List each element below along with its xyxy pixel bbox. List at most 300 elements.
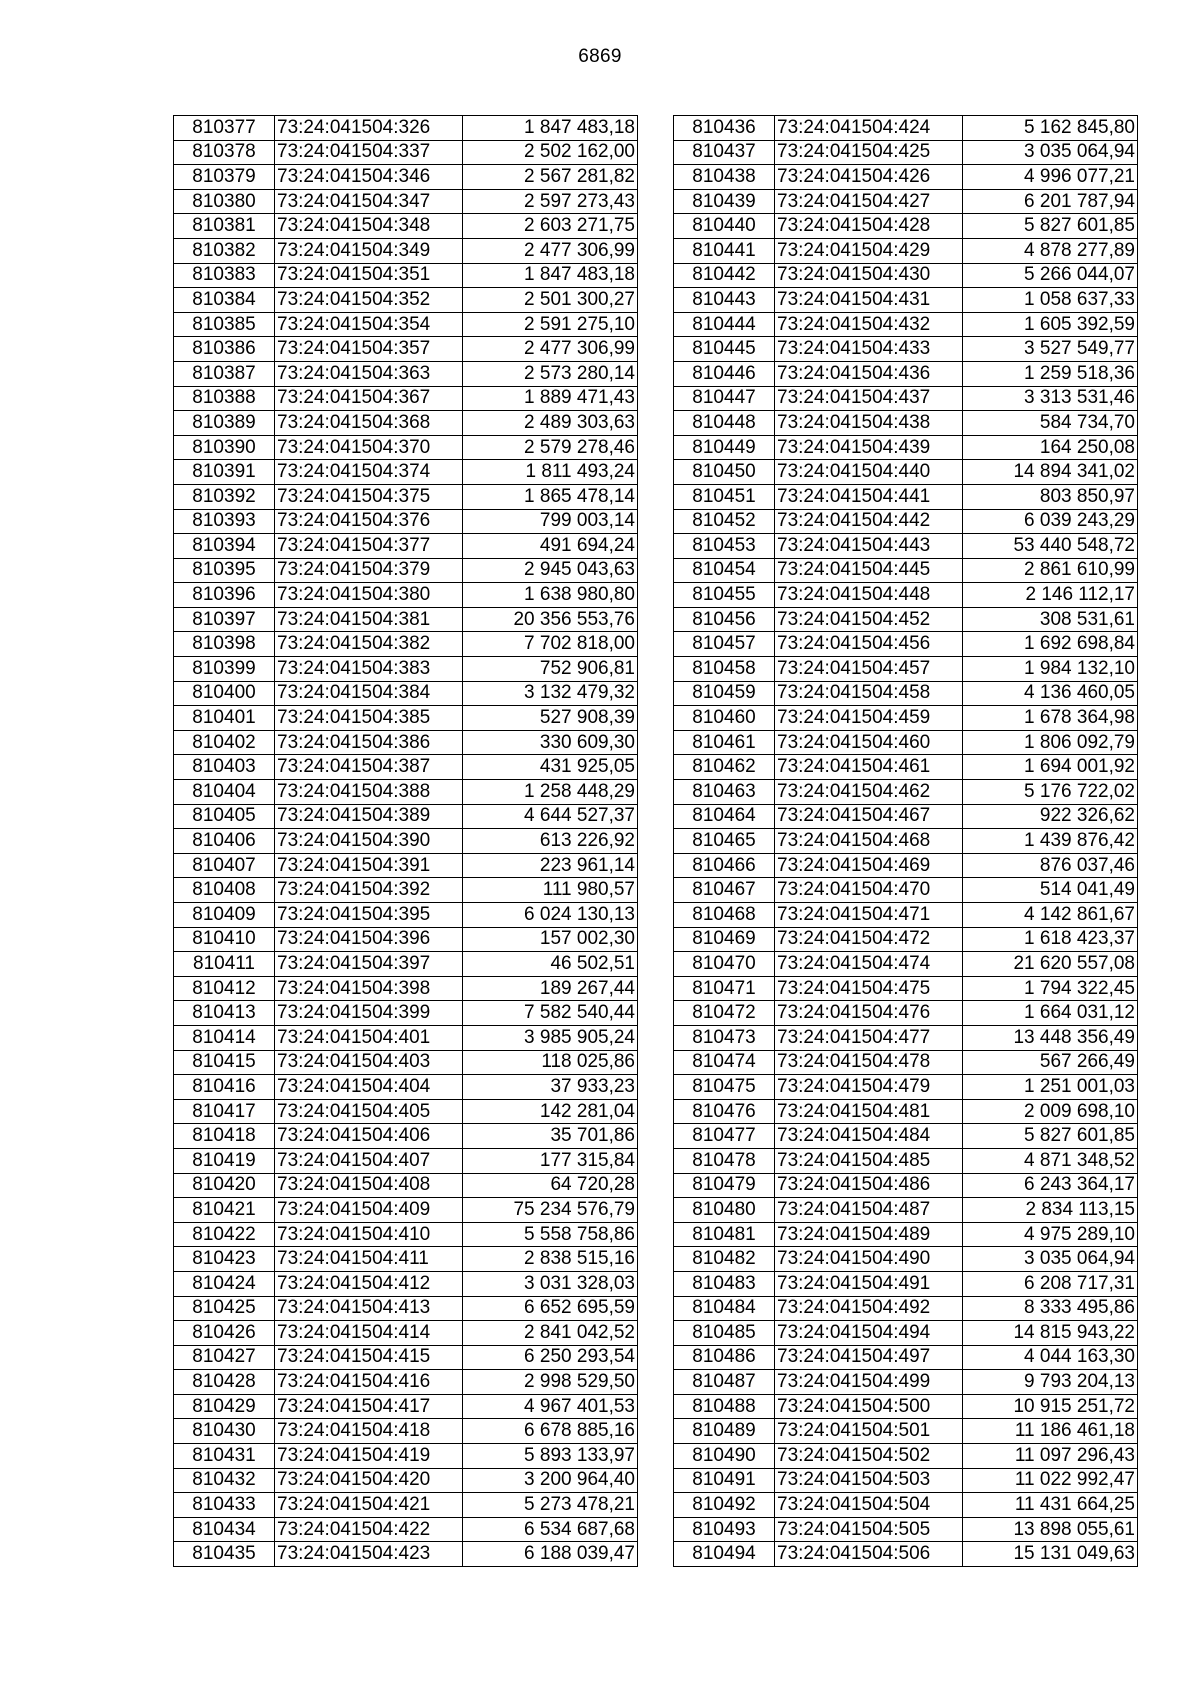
cadastral-number-cell: 73:24:041504:392 [275,878,463,903]
cadastral-number-cell: 73:24:041504:399 [275,1001,463,1026]
cadastral-number-cell: 73:24:041504:462 [775,780,963,805]
table-row [174,829,638,854]
record-number-cell: 810414 [174,1025,275,1050]
table-row [674,804,1138,829]
table-row [674,1148,1138,1173]
record-number-cell: 810482 [674,1247,775,1272]
cadastral-value-cell: 53 440 548,72 [963,534,1138,559]
record-number-cell: 810383 [174,263,275,288]
cadastral-number-cell: 73:24:041504:403 [275,1050,463,1075]
cadastral-number-cell: 73:24:041504:410 [275,1222,463,1247]
table-row [174,1025,638,1050]
cadastral-value-cell: 177 315,84 [463,1148,638,1173]
cadastral-number-cell: 73:24:041504:407 [275,1148,463,1173]
table-row [674,829,1138,854]
record-number-cell: 810458 [674,657,775,682]
cadastral-number-cell: 73:24:041504:354 [275,312,463,337]
cadastral-value-cell: 6 250 293,54 [463,1345,638,1370]
record-number-cell: 810406 [174,829,275,854]
record-number-cell: 810476 [674,1099,775,1124]
table-row [174,1394,638,1419]
cadastral-value-cell: 4 975 289,10 [963,1222,1138,1247]
cadastral-value-cell: 1 678 364,98 [963,706,1138,731]
record-number-cell: 810456 [674,607,775,632]
table-row [674,681,1138,706]
cadastral-number-cell: 73:24:041504:429 [775,238,963,263]
table-row [174,1124,638,1149]
cadastral-number-cell: 73:24:041504:390 [275,829,463,854]
cadastral-value-cell: 3 313 531,46 [963,386,1138,411]
table-row [674,337,1138,362]
cadastral-number-cell: 73:24:041504:504 [775,1493,963,1518]
cadastral-value-cell: 223 961,14 [463,853,638,878]
cadastral-value-cell: 2 945 043,63 [463,558,638,583]
cadastral-value-cell: 4 967 401,53 [463,1394,638,1419]
cadastral-value-cell: 6 652 695,59 [463,1296,638,1321]
cadastral-value-cell: 2 834 113,15 [963,1198,1138,1223]
record-number-cell: 810412 [174,976,275,1001]
record-number-cell: 810403 [174,755,275,780]
table-row [174,755,638,780]
table-row [674,238,1138,263]
cadastral-value-cell: 11 097 296,43 [963,1444,1138,1469]
cadastral-value-cell: 431 925,05 [463,755,638,780]
table-row [674,140,1138,165]
cadastral-value-cell: 9 793 204,13 [963,1370,1138,1395]
cadastral-number-cell: 73:24:041504:388 [275,780,463,805]
record-number-cell: 810480 [674,1198,775,1223]
table-row [174,1493,638,1518]
cadastral-number-cell: 73:24:041504:505 [775,1517,963,1542]
table-row [674,755,1138,780]
cadastral-value-cell: 1 638 980,80 [463,583,638,608]
cadastral-value-cell: 7 702 818,00 [463,632,638,657]
table-row [174,1542,638,1567]
record-number-cell: 810469 [674,927,775,952]
record-number-cell: 810479 [674,1173,775,1198]
cadastral-value-cell: 5 893 133,97 [463,1444,638,1469]
record-number-cell: 810419 [174,1148,275,1173]
record-number-cell: 810477 [674,1124,775,1149]
cadastral-number-cell: 73:24:041504:391 [275,853,463,878]
cadastral-number-cell: 73:24:041504:395 [275,903,463,928]
record-number-cell: 810424 [174,1271,275,1296]
record-number-cell: 810388 [174,386,275,411]
cadastral-value-cell: 11 186 461,18 [963,1419,1138,1444]
cadastral-value-cell: 4 142 861,67 [963,903,1138,928]
table-row [674,435,1138,460]
table-row [174,238,638,263]
table-row [674,165,1138,190]
cadastral-value-cell: 876 037,46 [963,853,1138,878]
record-number-cell: 810441 [674,238,775,263]
record-number-cell: 810411 [174,952,275,977]
cadastral-value-cell: 4 044 163,30 [963,1345,1138,1370]
record-number-cell: 810445 [674,337,775,362]
cadastral-number-cell: 73:24:041504:363 [275,361,463,386]
table-row [674,534,1138,559]
table-row [674,632,1138,657]
cadastral-value-cell: 1 664 031,12 [963,1001,1138,1026]
cadastral-number-cell: 73:24:041504:457 [775,657,963,682]
page-number: 6869 [578,46,622,67]
record-number-cell: 810450 [674,460,775,485]
table-row [174,1050,638,1075]
table-row [174,632,638,657]
table-row [674,263,1138,288]
cadastral-number-cell: 73:24:041504:501 [775,1419,963,1444]
cadastral-number-cell: 73:24:041504:419 [275,1444,463,1469]
table-row [174,288,638,313]
record-number-cell: 810454 [674,558,775,583]
cadastral-value-cell: 157 002,30 [463,927,638,952]
record-number-cell: 810428 [174,1370,275,1395]
cadastral-number-cell: 73:24:041504:409 [275,1198,463,1223]
cadastral-value-cell: 491 694,24 [463,534,638,559]
cadastral-value-cell: 35 701,86 [463,1124,638,1149]
cadastral-value-cell: 1 259 518,36 [963,361,1138,386]
cadastral-number-cell: 73:24:041504:485 [775,1148,963,1173]
cadastral-number-cell: 73:24:041504:418 [275,1419,463,1444]
cadastral-value-cell: 6 208 717,31 [963,1271,1138,1296]
cadastral-value-cell: 164 250,08 [963,435,1138,460]
cadastral-number-cell: 73:24:041504:487 [775,1198,963,1223]
record-number-cell: 810425 [174,1296,275,1321]
cadastral-value-cell: 2 591 275,10 [463,312,638,337]
table-row [174,1321,638,1346]
cadastral-value-cell: 8 333 495,86 [963,1296,1138,1321]
table-row [674,1321,1138,1346]
cadastral-number-cell: 73:24:041504:326 [275,116,463,141]
table-row [674,1419,1138,1444]
record-number-cell: 810397 [174,607,275,632]
cadastral-value-cell: 4 996 077,21 [963,165,1138,190]
cadastral-number-cell: 73:24:041504:456 [775,632,963,657]
record-number-cell: 810461 [674,730,775,755]
cadastral-number-cell: 73:24:041504:472 [775,927,963,952]
table-row [174,558,638,583]
table-row [674,1222,1138,1247]
record-number-cell: 810407 [174,853,275,878]
table-row [174,534,638,559]
record-number-cell: 810379 [174,165,275,190]
cadastral-value-cell: 4 136 460,05 [963,681,1138,706]
cadastral-number-cell: 73:24:041504:397 [275,952,463,977]
record-number-cell: 810492 [674,1493,775,1518]
cadastral-number-cell: 73:24:041504:374 [275,460,463,485]
cadastral-value-cell: 922 326,62 [963,804,1138,829]
record-number-cell: 810432 [174,1468,275,1493]
table-row [674,1025,1138,1050]
cadastral-number-cell: 73:24:041504:379 [275,558,463,583]
table-row [174,165,638,190]
table-row [174,657,638,682]
cadastral-number-cell: 73:24:041504:382 [275,632,463,657]
cadastral-number-cell: 73:24:041504:352 [275,288,463,313]
cadastral-value-cell: 13 898 055,61 [963,1517,1138,1542]
record-number-cell: 810430 [174,1419,275,1444]
record-number-cell: 810484 [674,1296,775,1321]
table-row [174,1222,638,1247]
record-number-cell: 810440 [674,214,775,239]
record-number-cell: 810392 [174,484,275,509]
cadastral-number-cell: 73:24:041504:467 [775,804,963,829]
record-number-cell: 810400 [174,681,275,706]
table-row [174,1075,638,1100]
cadastral-number-cell: 73:24:041504:481 [775,1099,963,1124]
cadastral-number-cell: 73:24:041504:384 [275,681,463,706]
cadastral-number-cell: 73:24:041504:426 [775,165,963,190]
cadastral-number-cell: 73:24:041504:383 [275,657,463,682]
record-number-cell: 810421 [174,1198,275,1223]
record-number-cell: 810391 [174,460,275,485]
table-row [174,361,638,386]
record-number-cell: 810481 [674,1222,775,1247]
cadastral-value-cell: 6 678 885,16 [463,1419,638,1444]
cadastral-value-cell: 1 794 322,45 [963,976,1138,1001]
cadastral-value-cell: 11 431 664,25 [963,1493,1138,1518]
cadastral-value-cell: 37 933,23 [463,1075,638,1100]
record-number-cell: 810431 [174,1444,275,1469]
left-data-table [173,115,638,1567]
cadastral-value-cell: 118 025,86 [463,1050,638,1075]
cadastral-number-cell: 73:24:041504:423 [275,1542,463,1567]
record-number-cell: 810487 [674,1370,775,1395]
cadastral-number-cell: 73:24:041504:494 [775,1321,963,1346]
record-number-cell: 810377 [174,116,275,141]
record-number-cell: 810490 [674,1444,775,1469]
cadastral-value-cell: 4 644 527,37 [463,804,638,829]
cadastral-value-cell: 46 502,51 [463,952,638,977]
cadastral-number-cell: 73:24:041504:420 [275,1468,463,1493]
cadastral-value-cell: 2 603 271,75 [463,214,638,239]
table-row [174,804,638,829]
record-number-cell: 810437 [674,140,775,165]
record-number-cell: 810398 [174,632,275,657]
cadastral-value-cell: 2 477 306,99 [463,238,638,263]
cadastral-value-cell: 2 502 162,00 [463,140,638,165]
cadastral-value-cell: 189 267,44 [463,976,638,1001]
record-number-cell: 810381 [174,214,275,239]
table-row [674,1173,1138,1198]
cadastral-value-cell: 2 489 303,63 [463,411,638,436]
cadastral-number-cell: 73:24:041504:412 [275,1271,463,1296]
cadastral-number-cell: 73:24:041504:386 [275,730,463,755]
record-number-cell: 810386 [174,337,275,362]
table-row [674,706,1138,731]
table-row [174,509,638,534]
cadastral-value-cell: 3 985 905,24 [463,1025,638,1050]
table-row [674,607,1138,632]
cadastral-value-cell: 6 534 687,68 [463,1517,638,1542]
cadastral-number-cell: 73:24:041504:491 [775,1271,963,1296]
cadastral-number-cell: 73:24:041504:376 [275,509,463,534]
table-row [174,1370,638,1395]
cadastral-value-cell: 1 984 132,10 [963,657,1138,682]
record-number-cell: 810451 [674,484,775,509]
cadastral-value-cell: 2 146 112,17 [963,583,1138,608]
record-number-cell: 810380 [174,189,275,214]
cadastral-number-cell: 73:24:041504:349 [275,238,463,263]
record-number-cell: 810486 [674,1345,775,1370]
cadastral-number-cell: 73:24:041504:443 [775,534,963,559]
cadastral-number-cell: 73:24:041504:475 [775,976,963,1001]
table-row [674,189,1138,214]
table-row [174,878,638,903]
cadastral-value-cell: 5 176 722,02 [963,780,1138,805]
record-number-cell: 810448 [674,411,775,436]
table-row [674,583,1138,608]
cadastral-number-cell: 73:24:041504:452 [775,607,963,632]
cadastral-value-cell: 308 531,61 [963,607,1138,632]
table-row [674,1542,1138,1567]
table-row [174,1247,638,1272]
cadastral-number-cell: 73:24:041504:368 [275,411,463,436]
cadastral-number-cell: 73:24:041504:440 [775,460,963,485]
cadastral-value-cell: 5 273 478,21 [463,1493,638,1518]
cadastral-value-cell: 11 022 992,47 [963,1468,1138,1493]
record-number-cell: 810493 [674,1517,775,1542]
cadastral-value-cell: 13 448 356,49 [963,1025,1138,1050]
left-table-body [174,116,638,1567]
table-row [174,1468,638,1493]
cadastral-number-cell: 73:24:041504:432 [775,312,963,337]
table-row [174,435,638,460]
cadastral-value-cell: 5 827 601,85 [963,1124,1138,1149]
record-number-cell: 810423 [174,1247,275,1272]
record-number-cell: 810444 [674,312,775,337]
cadastral-value-cell: 2 838 515,16 [463,1247,638,1272]
cadastral-number-cell: 73:24:041504:490 [775,1247,963,1272]
table-row [174,583,638,608]
cadastral-value-cell: 1 618 423,37 [963,927,1138,952]
cadastral-number-cell: 73:24:041504:416 [275,1370,463,1395]
cadastral-value-cell: 3 035 064,94 [963,1247,1138,1272]
cadastral-value-cell: 3 035 064,94 [963,140,1138,165]
table-row [174,927,638,952]
table-row [174,214,638,239]
cadastral-number-cell: 73:24:041504:337 [275,140,463,165]
record-number-cell: 810404 [174,780,275,805]
cadastral-value-cell: 2 501 300,27 [463,288,638,313]
cadastral-value-cell: 6 243 364,17 [963,1173,1138,1198]
table-row [674,460,1138,485]
table-row [174,853,638,878]
cadastral-value-cell: 3 200 964,40 [463,1468,638,1493]
cadastral-value-cell: 111 980,57 [463,878,638,903]
cadastral-number-cell: 73:24:041504:401 [275,1025,463,1050]
record-number-cell: 810435 [174,1542,275,1567]
table-row [674,1001,1138,1026]
table-row [674,484,1138,509]
cadastral-number-cell: 73:24:041504:427 [775,189,963,214]
table-row [674,1050,1138,1075]
cadastral-value-cell: 613 226,92 [463,829,638,854]
cadastral-value-cell: 1 806 092,79 [963,730,1138,755]
cadastral-value-cell: 2 477 306,99 [463,337,638,362]
cadastral-number-cell: 73:24:041504:445 [775,558,963,583]
cadastral-number-cell: 73:24:041504:492 [775,1296,963,1321]
cadastral-number-cell: 73:24:041504:414 [275,1321,463,1346]
cadastral-number-cell: 73:24:041504:389 [275,804,463,829]
cadastral-number-cell: 73:24:041504:468 [775,829,963,854]
table-row [174,337,638,362]
table-row [174,1345,638,1370]
table-row [174,681,638,706]
table-row [174,411,638,436]
table-row [674,1468,1138,1493]
table-row [174,903,638,928]
cadastral-value-cell: 2 861 610,99 [963,558,1138,583]
table-row [174,1001,638,1026]
cadastral-value-cell: 1 258 448,29 [463,780,638,805]
table-row [674,386,1138,411]
cadastral-value-cell: 7 582 540,44 [463,1001,638,1026]
table-row [174,189,638,214]
table-row [674,780,1138,805]
cadastral-number-cell: 73:24:041504:424 [775,116,963,141]
record-number-cell: 810422 [174,1222,275,1247]
cadastral-number-cell: 73:24:041504:460 [775,730,963,755]
record-number-cell: 810459 [674,681,775,706]
record-number-cell: 810468 [674,903,775,928]
record-number-cell: 810488 [674,1394,775,1419]
cadastral-number-cell: 73:24:041504:477 [775,1025,963,1050]
table-row [674,312,1138,337]
cadastral-number-cell: 73:24:041504:347 [275,189,463,214]
cadastral-value-cell: 1 439 876,42 [963,829,1138,854]
cadastral-number-cell: 73:24:041504:431 [775,288,963,313]
cadastral-value-cell: 1 251 001,03 [963,1075,1138,1100]
table-row [674,1198,1138,1223]
cadastral-number-cell: 73:24:041504:489 [775,1222,963,1247]
table-row [674,1345,1138,1370]
table-row [674,730,1138,755]
table-row [674,657,1138,682]
cadastral-value-cell: 5 162 845,80 [963,116,1138,141]
cadastral-number-cell: 73:24:041504:437 [775,386,963,411]
table-row [174,976,638,1001]
record-number-cell: 810417 [174,1099,275,1124]
cadastral-value-cell: 514 041,49 [963,878,1138,903]
record-number-cell: 810436 [674,116,775,141]
table-row [674,1493,1138,1518]
record-number-cell: 810464 [674,804,775,829]
cadastral-number-cell: 73:24:041504:408 [275,1173,463,1198]
record-number-cell: 810385 [174,312,275,337]
record-number-cell: 810475 [674,1075,775,1100]
cadastral-number-cell: 73:24:041504:417 [275,1394,463,1419]
table-row [674,1444,1138,1469]
cadastral-value-cell: 75 234 576,79 [463,1198,638,1223]
cadastral-number-cell: 73:24:041504:381 [275,607,463,632]
cadastral-number-cell: 73:24:041504:506 [775,1542,963,1567]
record-number-cell: 810405 [174,804,275,829]
cadastral-number-cell: 73:24:041504:439 [775,435,963,460]
record-number-cell: 810471 [674,976,775,1001]
cadastral-number-cell: 73:24:041504:398 [275,976,463,1001]
table-row [174,780,638,805]
record-number-cell: 810378 [174,140,275,165]
cadastral-number-cell: 73:24:041504:357 [275,337,463,362]
record-number-cell: 810470 [674,952,775,977]
record-number-cell: 810416 [174,1075,275,1100]
record-number-cell: 810474 [674,1050,775,1075]
table-row [174,263,638,288]
cadastral-value-cell: 1 889 471,43 [463,386,638,411]
table-row [674,952,1138,977]
record-number-cell: 810452 [674,509,775,534]
